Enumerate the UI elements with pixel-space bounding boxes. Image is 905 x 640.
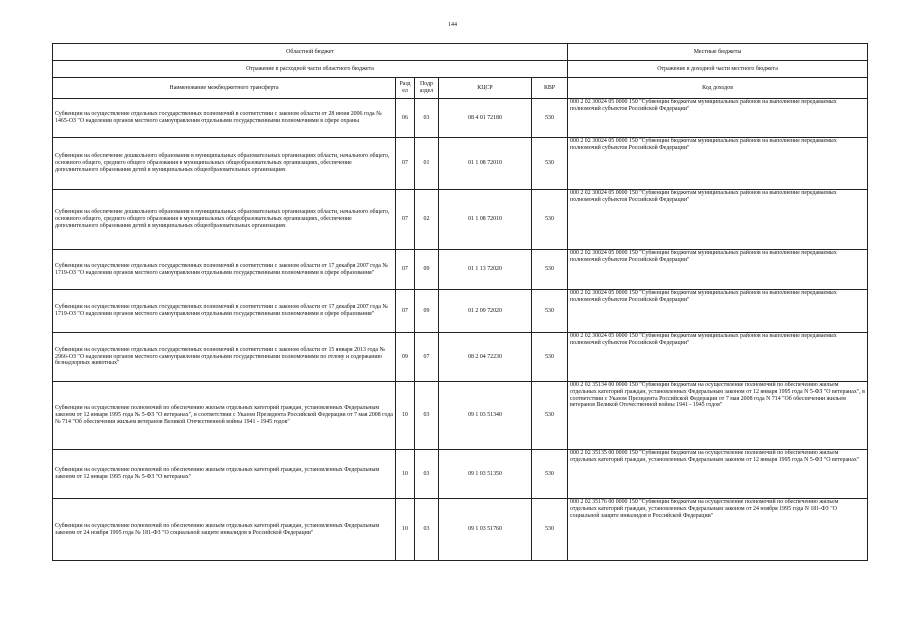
kcsr-code: 01 1 13 72020 [439,250,532,290]
section-code: 10 [396,499,415,561]
col-subsection-header: Подр аздел [415,78,439,99]
transfer-name: Субвенции на осуществление отдельных государственных полномочий в соответствии с законом области от 15 января 2013 года № 2966-ОЗ "О наделении органов местного самоуправления отдельными государственными полномочиями по отлову и содержанию безнадзорных животных" [53,333,396,382]
table-row [53,190,868,250]
transfer-name: Субвенции на осуществление отдельных государственных полномочий в соответствии с законом области от 28 июня 2006 года № 1465-ОЗ "О наделении органов местного самоуправления отдельными государственными полномочиями в сфере охраны [53,99,396,138]
col-kvr-header: КВР [532,78,568,99]
subsection-code: 09 [415,290,439,333]
table-row [53,333,868,382]
page-number: 144 [448,22,457,28]
transfer-name: Субвенции на осуществление полномочий по обеспечению жильем отдельных категорий граждан, установленных Федеральным законом от 24 ноября 1995 года № 181-ФЗ "О социальной защите инвалидов в Российской Федерации" [53,499,396,561]
col-name-header: Наименование межбюджетного трансферта [53,78,396,99]
table-row [53,499,868,561]
subsection-code: 01 [415,138,439,190]
kcsr-code: 01 2 09 72020 [439,290,532,333]
income-code: 000 2 02 35176 00 0000 150 "Субвенции бюджетам на осуществление полномочий по обеспечению жильем отдельных категорий граждан, установленных Федеральным законом от 24 ноября 1995 года N 181-ФЗ "О социальной защите инвалидов в Российской Федерации" [568,499,868,561]
section-code: 07 [396,250,415,290]
kvr-code: 530 [532,190,568,250]
kvr-code: 530 [532,290,568,333]
subsection-code: 09 [415,250,439,290]
kcsr-code: 08 4 01 72180 [439,99,532,138]
regional-budget-header: Областной бюджет [53,44,568,61]
expense-reflection-header: Отражение в расходной части областного бюджета [53,61,568,78]
col-kcsr-header: КЦСР [439,78,532,99]
transfer-name: Субвенции на осуществление полномочий по обеспечению жильем отдельных категорий граждан, установленных Федеральным законом от 12 января 1995 года № 5-ФЗ "О ветеранах", в соответствии с Указом Президента Российской Федерации от 7 мая 2008 года № 714 "Об обеспечении жильем ветеранов Великой Отечественной войны 1941 - 1945 годов" [53,382,396,450]
col-section-header: Разд ел [396,78,415,99]
table-row [53,99,868,138]
subsection-code: 03 [415,382,439,450]
header-row-columns [53,78,868,99]
income-code: 000 2 02 30024 05 0000 150 "Субвенции бюджетам муниципальных районов на выполнение передаваемых полномочий субъектов Российской Федерации" [568,190,868,250]
subsection-code: 03 [415,450,439,499]
section-code: 10 [396,382,415,450]
table-row [53,138,868,190]
kcsr-code: 09 1 03 51340 [439,382,532,450]
table-row [53,382,868,450]
kvr-code: 530 [532,499,568,561]
kvr-code: 530 [532,138,568,190]
kcsr-code: 08 2 04 72230 [439,333,532,382]
transfer-name: Субвенции на осуществление отдельных государственных полномочий в соответствии с законом области от 17 декабря 2007 года № 1719-ОЗ "О наделении органов местного самоуправления отдельными государственными полномочиями в сфере образования" [53,290,396,333]
kvr-code: 530 [532,450,568,499]
kcsr-code: 09 1 03 51350 [439,450,532,499]
income-code: 000 2 02 30024 05 0000 150 "Субвенции бюджетам муниципальных районов на выполнение передаваемых полномочий субъектов Российской Федерации" [568,333,868,382]
table-row [53,450,868,499]
kvr-code: 530 [532,382,568,450]
section-code: 07 [396,190,415,250]
income-code: 000 2 02 30024 05 0000 150 "Субвенции бюджетам муниципальных районов на выполнение передаваемых полномочий субъектов Российской Федерации" [568,290,868,333]
income-code: 000 2 02 30024 05 0000 150 "Субвенции бюджетам муниципальных районов на выполнение передаваемых полномочий субъектов Российской Федерации" [568,99,868,138]
kvr-code: 530 [532,333,568,382]
subsection-code: 03 [415,99,439,138]
transfer-name: Субвенции на обеспечение дошкольного образования в муниципальных образовательных организациях области, начального общего, основного общего, среднего общего образования в муниципальных общеобразовательных организациях, обеспечение дополнительного образования детей в муниципальных общеобразовательных организациях [53,190,396,250]
kvr-code: 530 [532,250,568,290]
transfer-name: Субвенции на обеспечение дошкольного образования в муниципальных образовательных организациях области, начального общего, основного общего, среднего общего образования в муниципальных общеобразовательных организациях, обеспечение дополнительного образования детей в муниципальных общеобразовательных организациях [53,138,396,190]
budget-table [52,43,868,561]
revenue-reflection-header: Отражение в доходной части местного бюджета [568,61,868,78]
local-budgets-header: Местные бюджеты [568,44,868,61]
kvr-code: 530 [532,99,568,138]
section-code: 09 [396,333,415,382]
subsection-code: 03 [415,499,439,561]
kcsr-code: 01 1 08 72010 [439,138,532,190]
kcsr-code: 01 1 08 72010 [439,190,532,250]
header-row-reflection [53,61,868,78]
header-row-budgets [53,44,868,61]
section-code: 06 [396,99,415,138]
table-row [53,290,868,333]
transfer-name: Субвенции на осуществление полномочий по обеспечению жильем отдельных категорий граждан, установленных Федеральным законом от 12 января 1995 года № 5-ФЗ "О ветеранах" [53,450,396,499]
subsection-code: 02 [415,190,439,250]
section-code: 07 [396,290,415,333]
col-income-code-header: Код доходов [568,78,868,99]
section-code: 10 [396,450,415,499]
income-code: 000 2 02 30024 05 0000 150 "Субвенции бюджетам муниципальных районов на выполнение передаваемых полномочий субъектов Российской Федерации" [568,138,868,190]
table-row [53,250,868,290]
subsection-code: 07 [415,333,439,382]
transfer-name: Субвенции на осуществление отдельных государственных полномочий в соответствии с законом области от 17 декабря 2007 года № 1719-ОЗ "О наделении органов местного самоуправления отдельными государственными полномочиями в сфере образования" [53,250,396,290]
kcsr-code: 09 1 03 51760 [439,499,532,561]
income-code: 000 2 02 30024 05 0000 150 "Субвенции бюджетам муниципальных районов на выполнение передаваемых полномочий субъектов Российской Федерации" [568,250,868,290]
income-code: 000 2 02 35134 00 0000 150 "Субвенции бюджетам на осуществление полномочий по обеспечению жильем отдельных категорий граждан, установленных Федеральным законом от 12 января 1995 года N 5-ФЗ "О ветеранах", в соответствии с Указом Президента Российской Федерации от 7 мая 2008 года N 714 "Об обеспечении жильем ветеранов Великой Отечественной войны 1941 - 1945 годов" [568,382,868,450]
section-code: 07 [396,138,415,190]
income-code: 000 2 02 35135 00 0000 150 "Субвенции бюджетам на осуществление полномочий по обеспечению жильем отдельных категорий граждан, установленных Федеральным законом от 12 января 1995 года N 5-ФЗ "О ветеранах" [568,450,868,499]
